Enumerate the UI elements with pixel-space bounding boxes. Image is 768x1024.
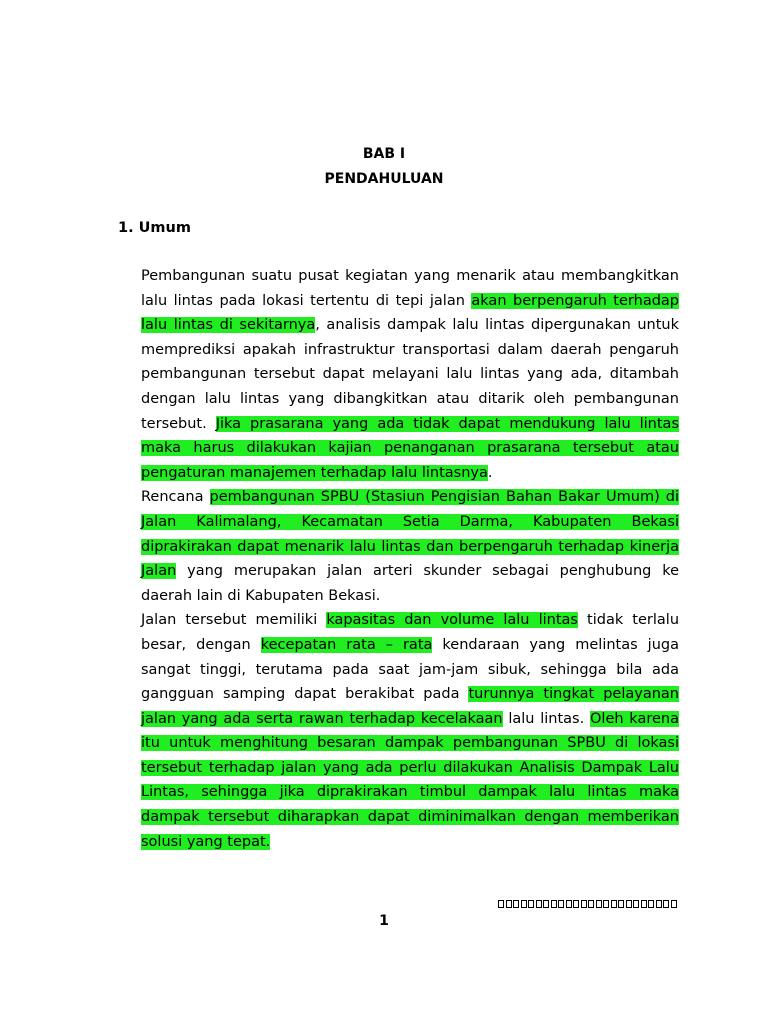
missing-glyph-icon <box>663 900 669 908</box>
missing-glyph-icon <box>641 900 647 908</box>
missing-glyph-icon <box>536 900 542 908</box>
text-run: , analisis dampak lalu lintas dipergunakan untuk memprediksi apakah infrastruktur transportasi dalam daerah pengaruh pembangunan tersebut dapat melayani lalu lintas yang ada, ditambah dengan lalu lintas yang dibangkitkan atau ditarik oleh pembangunan tersebut. <box>141 317 680 432</box>
text-run: . <box>487 464 493 481</box>
highlighted-text: pembangunan SPBU (Stasiun Pengisian Bahan Bakar Umum) di Jalan Kalimalang, Kecamatan Setia Darma, Kabupaten Bekasi diprakirakan dapat menarik lalu lintas dan berpengaruh terhadap kinerja Jalan <box>141 489 679 580</box>
missing-glyph-icon <box>551 900 557 908</box>
missing-glyph-icon <box>596 900 602 908</box>
text-run: tidak terlalu besar, dengan <box>141 612 680 653</box>
body-text <box>141 264 679 854</box>
missing-glyph-icon <box>671 900 677 908</box>
missing-glyph-icon <box>626 900 632 908</box>
page-number: 1 <box>379 913 389 929</box>
text-run: yang merupakan jalan arteri skunder sebagai penghubung ke daerah lain di Kabupaten Bekasi. <box>141 563 679 604</box>
missing-glyph-icon <box>656 900 662 908</box>
missing-glyph-icon <box>648 900 654 908</box>
missing-glyph-icon <box>633 900 639 908</box>
missing-glyph-icon <box>528 900 534 908</box>
highlighted-text: Jika prasarana yang ada tidak dapat mendukung lalu lintas maka harus dilakukan kajian penanganan prasarana tersebut atau pengaturan manajemen terhadap lalu lintasnya <box>141 415 679 481</box>
highlighted-text: kecepatan rata – rata <box>260 636 433 653</box>
chapter-heading: BAB I <box>362 146 406 162</box>
text-run: Rencana <box>141 489 210 506</box>
footer-glyph-row <box>498 893 678 909</box>
missing-glyph-icon <box>611 900 617 908</box>
missing-glyph-icon <box>581 900 587 908</box>
paragraph <box>141 264 679 485</box>
text-run: lalu lintas. <box>502 710 590 727</box>
highlighted-text: akan berpengaruh terhadap lalu lintas di sekitarnya <box>141 292 679 334</box>
missing-glyph-icon <box>513 900 519 908</box>
highlighted-text: Oleh karena itu untuk menghitung besaran dampak pembangunan SPBU di lokasi tersebut terhadap jalan yang ada perlu dilakukan Analisis Dampak Lalu Lintas, sehingga jika diprakirakan timbul dampak lalu lintas maka dampak tersebut diharapkan dapat diminimalkan dengan memberikan solusi yang tepat. <box>141 710 679 850</box>
missing-glyph-icon <box>506 900 512 908</box>
highlighted-text: kapasitas dan volume lalu lintas <box>326 612 578 629</box>
missing-glyph-icon <box>588 900 594 908</box>
missing-glyph-icon <box>603 900 609 908</box>
missing-glyph-icon <box>521 900 527 908</box>
text-run: Pembangunan suatu pusat kegiatan yang menarik atau membangkitkan lalu lintas pada lokasi tertentu di tepi jalan <box>141 268 679 309</box>
text-run: kendaraan yang melintas juga sangat tinggi, terutama pada saat jam-jam sibuk, sehingga bila ada gangguan samping dapat berakibat pada <box>141 636 679 703</box>
section-title: 1. Umum <box>118 220 191 236</box>
missing-glyph-icon <box>543 900 549 908</box>
paragraph <box>141 485 679 608</box>
highlighted-text: turunnya tingkat pelayanan jalan yang ada serta rawan terhadap kecelakaan <box>141 686 679 727</box>
missing-glyph-icon <box>566 900 572 908</box>
text-run: Jalan tersebut memiliki <box>141 612 327 629</box>
missing-glyph-icon <box>558 900 564 908</box>
missing-glyph-icon <box>573 900 579 908</box>
chapter-title: PENDAHULUAN <box>324 171 444 187</box>
paragraph <box>141 608 679 854</box>
missing-glyph-icon <box>618 900 624 908</box>
missing-glyph-icon <box>498 900 504 908</box>
